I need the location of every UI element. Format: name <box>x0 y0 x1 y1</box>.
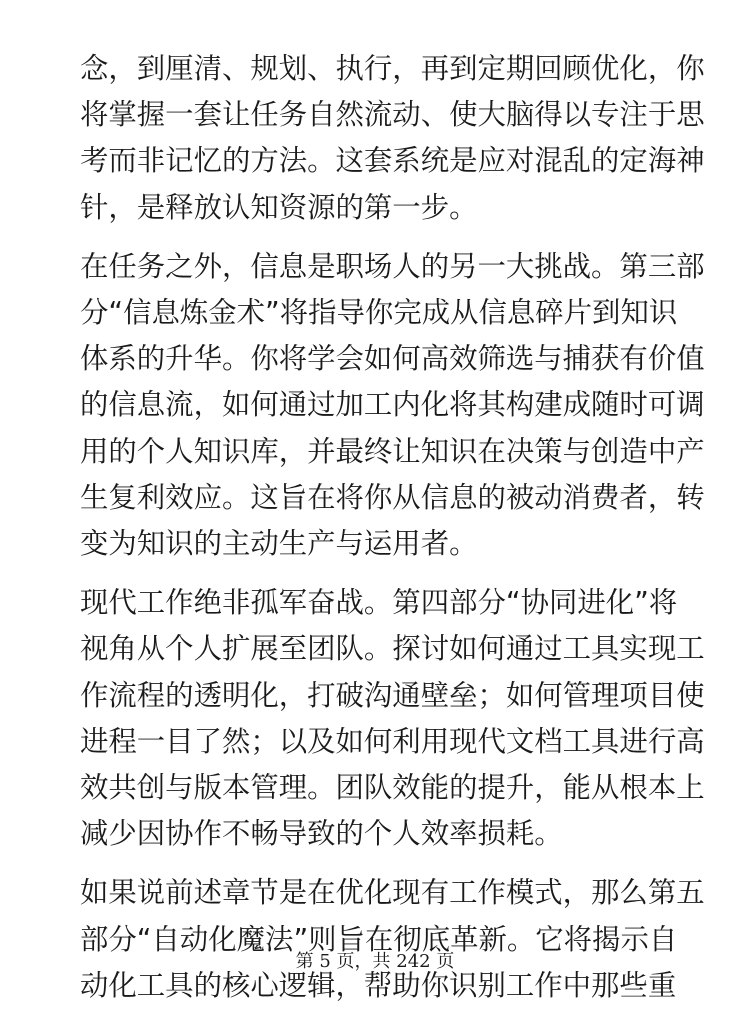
text-line: 部分“自动化魔法”则旨在彻底革新。它将揭示自 <box>80 922 678 956</box>
text-line: 将掌握一套让任务自然流动、使大脑得以专注于思 <box>80 98 705 132</box>
text-line: 进程一目了然；以及如何利用现代文档工具进行高 <box>80 724 705 758</box>
paragraph-4 <box>80 870 705 1009</box>
paragraph-2 <box>80 244 705 567</box>
text-line: 变为知识的主动生产与运用者。 <box>80 527 478 561</box>
text-line: 分“信息炼金术”将指导你完成从信息碎片到知识 <box>80 296 678 330</box>
paragraph-1 <box>80 46 705 231</box>
text-line: 视角从个人扩展至团队。探讨如何通过工具实现工 <box>80 632 705 666</box>
text-line: 针，是释放认知资源的第一步。 <box>80 190 478 224</box>
body-text <box>80 46 705 1022</box>
text-line: 效共创与版本管理。团队效能的提升，能从根本上 <box>80 771 705 805</box>
text-line: 如果说前述章节是在优化现有工作模式，那么第五 <box>80 876 705 910</box>
text-line: 在任务之外，信息是职场人的另一大挑战。第三部 <box>80 249 705 283</box>
text-line: 作流程的透明化，打破沟通壁垒；如何管理项目使 <box>80 678 705 712</box>
page-number: 第 5 页，共 242 页 <box>295 951 455 972</box>
paragraph-3 <box>80 580 705 857</box>
text-line: 减少因协作不畅导致的个人效率损耗。 <box>80 817 563 851</box>
text-line: 动化工具的核心逻辑，帮助你识别工作中那些重 <box>80 968 677 1002</box>
text-line: 体系的升华。你将学会如何高效筛选与捕获有价值 <box>80 342 705 376</box>
text-line: 考而非记忆的方法。这套系统是应对混乱的定海神 <box>80 144 705 178</box>
text-line: 念，到厘清、规划、执行，再到定期回顾优化，你 <box>80 52 705 85</box>
text-line: 现代工作绝非孤军奋战。第四部分“协同进化”将 <box>80 586 678 620</box>
text-line: 的信息流，如何通过加工内化将其构建成随时可调 <box>80 388 705 422</box>
text-line: 生复利效应。这旨在将你从信息的被动消费者，转 <box>80 480 705 514</box>
text-line: 用的个人知识库，并最终让知识在决策与创造中产 <box>80 434 705 468</box>
